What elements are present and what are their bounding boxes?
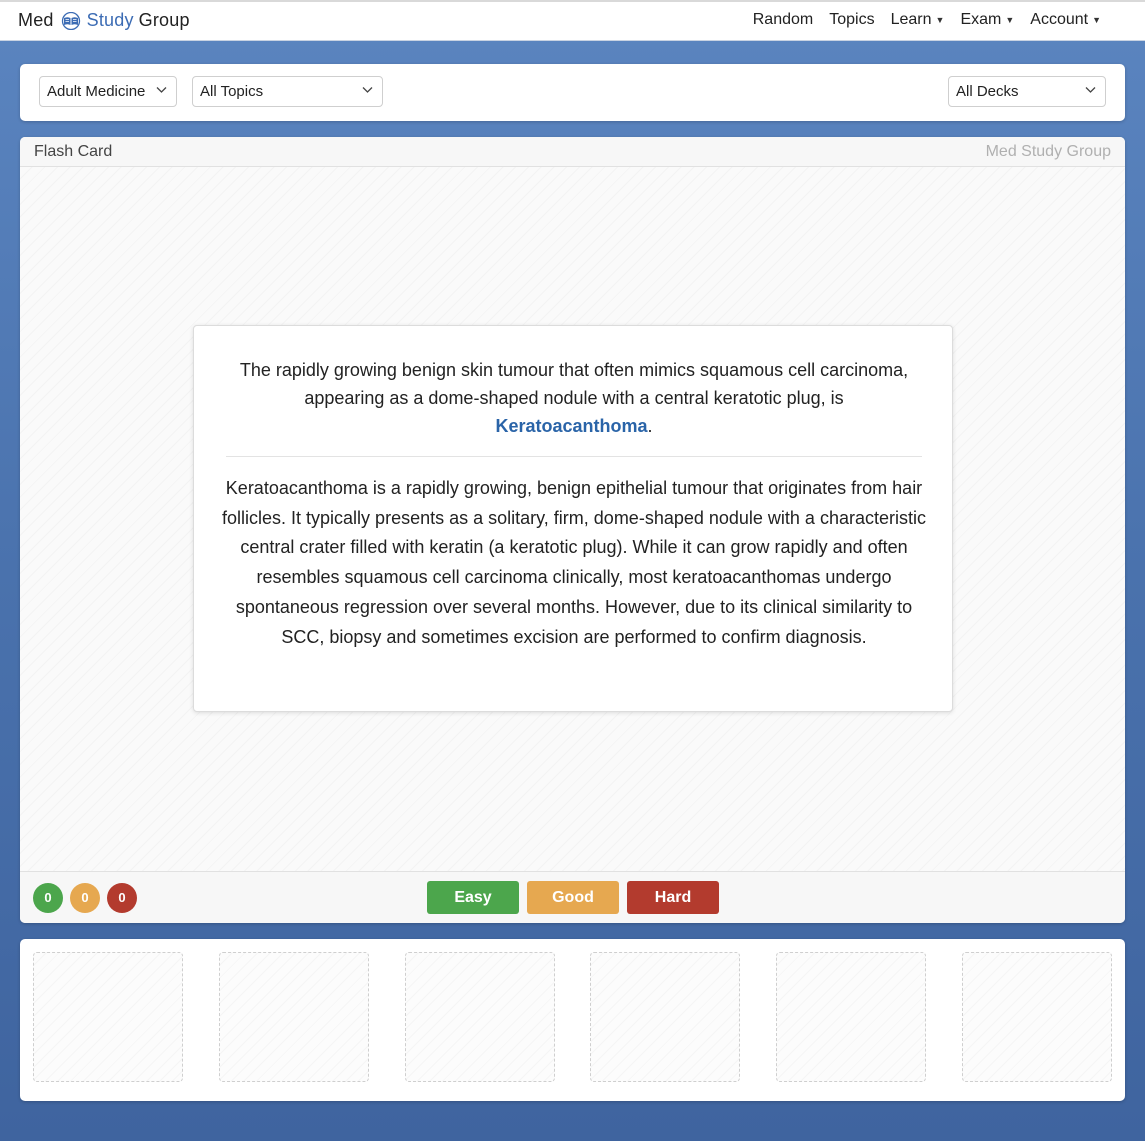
easy-count-badge: 0 [33, 883, 63, 913]
card-header-title: Flash Card [34, 143, 113, 160]
deck-select-value: All Decks [956, 83, 1019, 100]
logo-study-text: Study [86, 10, 134, 30]
card-footer [20, 871, 1125, 923]
nav-exam-label: Exam [960, 11, 1002, 28]
nav-random-label: Random [752, 11, 814, 28]
good-count-badge: 0 [70, 883, 100, 913]
question-end: . [647, 416, 653, 436]
card-explanation: Keratoacanthoma is a rapidly growing, benign epithelial tumour that originates from hair follicles. It typically presents as a solitary, firm, dome-shaped nodule with a characteristic central crater filled with keratin (a keratotic plug). While it can grow rapidly and often resembles squamous cell carcinoma clinically, most keratoacanthomas undergo spontaneous regression over several months. However, due to its clinical similarity to SCC, biopsy and sometimes excision are performed to confirm diagnosis. [222, 478, 926, 647]
nav-learn[interactable] [891, 11, 945, 29]
card-header-brand: Med Study Group [985, 143, 1111, 160]
logo-med-text: Med [18, 10, 54, 30]
site-logo[interactable] [18, 10, 190, 31]
good-button[interactable]: Good [527, 881, 619, 914]
topic-select[interactable] [192, 76, 383, 107]
main-nav [737, 11, 1101, 29]
logo-book-icon [60, 12, 82, 30]
card-question [226, 356, 922, 440]
flash-card-panel [20, 137, 1125, 923]
top-navbar [0, 0, 1145, 41]
specialty-select-value: Adult Medicine [47, 83, 146, 100]
thumbnail-slot[interactable] [776, 952, 926, 1082]
flash-card[interactable] [193, 325, 953, 712]
thumbnail-slot[interactable] [962, 952, 1112, 1082]
thumbnail-slot[interactable] [219, 952, 369, 1082]
thumbnail-slot[interactable] [33, 952, 183, 1082]
logo-group-text: Group [138, 10, 190, 30]
nav-account[interactable] [1030, 11, 1101, 29]
question-text: The rapidly growing benign skin tumour that often mimics squamous cell carcinoma, appearing as a dome-shaped nodule with a central keratotic plug, is [239, 360, 909, 408]
hard-count-badge: 0 [107, 883, 137, 913]
card-divider [226, 456, 922, 457]
card-thumbnails [20, 939, 1125, 1101]
answer-term: Keratoacanthoma [495, 416, 648, 436]
chevron-down-icon: ▼ [1005, 15, 1015, 25]
filter-bar [20, 64, 1125, 121]
chevron-down-icon: ▼ [935, 15, 945, 25]
card-body [20, 167, 1125, 871]
specialty-select[interactable] [39, 76, 177, 107]
chevron-down-icon [156, 86, 167, 94]
chevron-down-icon: ▼ [1092, 15, 1101, 25]
thumbnail-slot[interactable] [405, 952, 555, 1082]
nav-random[interactable] [753, 11, 813, 29]
nav-account-label: Account [1030, 11, 1089, 28]
nav-topics[interactable] [829, 11, 874, 29]
topic-select-value: All Topics [200, 83, 264, 100]
deck-select[interactable] [948, 76, 1106, 107]
hard-button[interactable]: Hard [627, 881, 719, 914]
card-header [20, 137, 1125, 167]
easy-button[interactable]: Easy [427, 881, 519, 914]
nav-topics-label: Topics [829, 11, 875, 28]
nav-learn-label: Learn [890, 11, 932, 28]
nav-exam[interactable] [960, 11, 1014, 29]
chevron-down-icon [1085, 86, 1096, 94]
chevron-down-icon [362, 86, 373, 94]
thumbnail-slot[interactable] [590, 952, 740, 1082]
